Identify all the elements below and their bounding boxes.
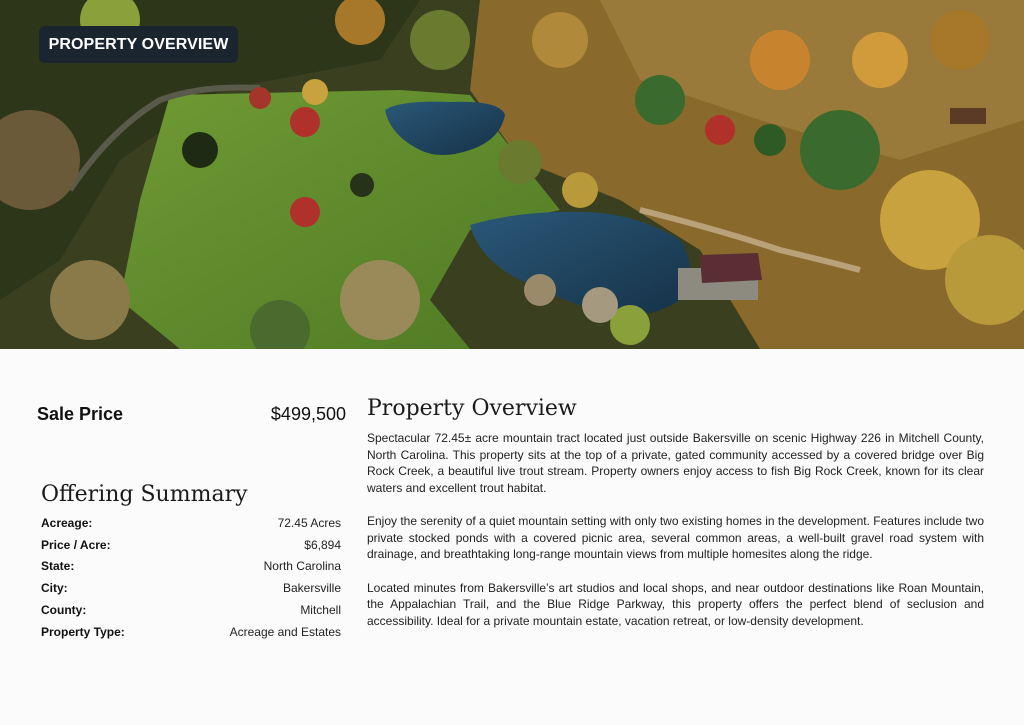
- overview-paragraph: Spectacular 72.45± acre mountain tract located just outside Bakersville on scenic Highway 226 in Mitchell County, North Carolina. This property sits at the top of a private, gated community accessed by a covered bridge over Big Rock Creek, a beautiful live trout stream. Property owners enjoy access to fish Big Rock Creek, known for its clear waters and excellent trout habitat.: [367, 431, 984, 495]
- summary-value: 72.45 Acres: [277, 515, 341, 530]
- summary-value: Mitchell: [300, 603, 341, 618]
- summary-label: Property Type:: [41, 624, 125, 639]
- summary-label: County:: [41, 603, 87, 618]
- overview-paragraph: Located minutes from Bakersville’s art studios and local shops, and near outdoor destinations like Roan Mountain, the Appalachian Trail, and the Blue Ridge Parkway, this property offers the perfect blend of seclusion and accessibility. Ideal for a private mountain estate, vacation retreat, or low-density development.: [367, 580, 984, 628]
- hero-aerial-photo: [0, 0, 1024, 349]
- property-overview-body: [367, 430, 984, 646]
- summary-row-state: [41, 556, 341, 578]
- summary-label: City:: [41, 581, 68, 596]
- summary-row-county: [41, 599, 341, 621]
- summary-row-city: [41, 577, 341, 599]
- offering-summary-title: Offering Summary: [41, 482, 248, 507]
- property-overview-badge: PROPERTY OVERVIEW: [39, 26, 238, 63]
- summary-row-price-per-acre: [41, 534, 341, 556]
- overview-paragraph: Enjoy the serenity of a quiet mountain setting with only two existing homes in the development. Features include two private stocked ponds with a covered picnic area, several common areas, a well-built gravel road system with drainage, and breathtaking long-range mountain views from multiple homesites along the ridge.: [367, 514, 985, 561]
- sale-price-value: $499,500: [270, 404, 346, 424]
- sale-price-label: Sale Price: [37, 404, 124, 424]
- summary-value: $6,894: [304, 537, 341, 552]
- summary-row-acreage: [41, 512, 341, 534]
- picnic-shelter-roof: [700, 253, 762, 283]
- offering-summary-list: [41, 512, 341, 643]
- property-overview-title: Property Overview: [367, 396, 577, 421]
- summary-label: Acreage:: [41, 515, 93, 530]
- summary-label: Price / Acre:: [41, 537, 111, 552]
- summary-value: Acreage and Estates: [229, 624, 341, 639]
- summary-row-property-type: [41, 621, 341, 643]
- summary-value: Bakersville: [282, 581, 341, 596]
- summary-value: North Carolina: [263, 559, 341, 574]
- summary-label: State:: [41, 559, 75, 574]
